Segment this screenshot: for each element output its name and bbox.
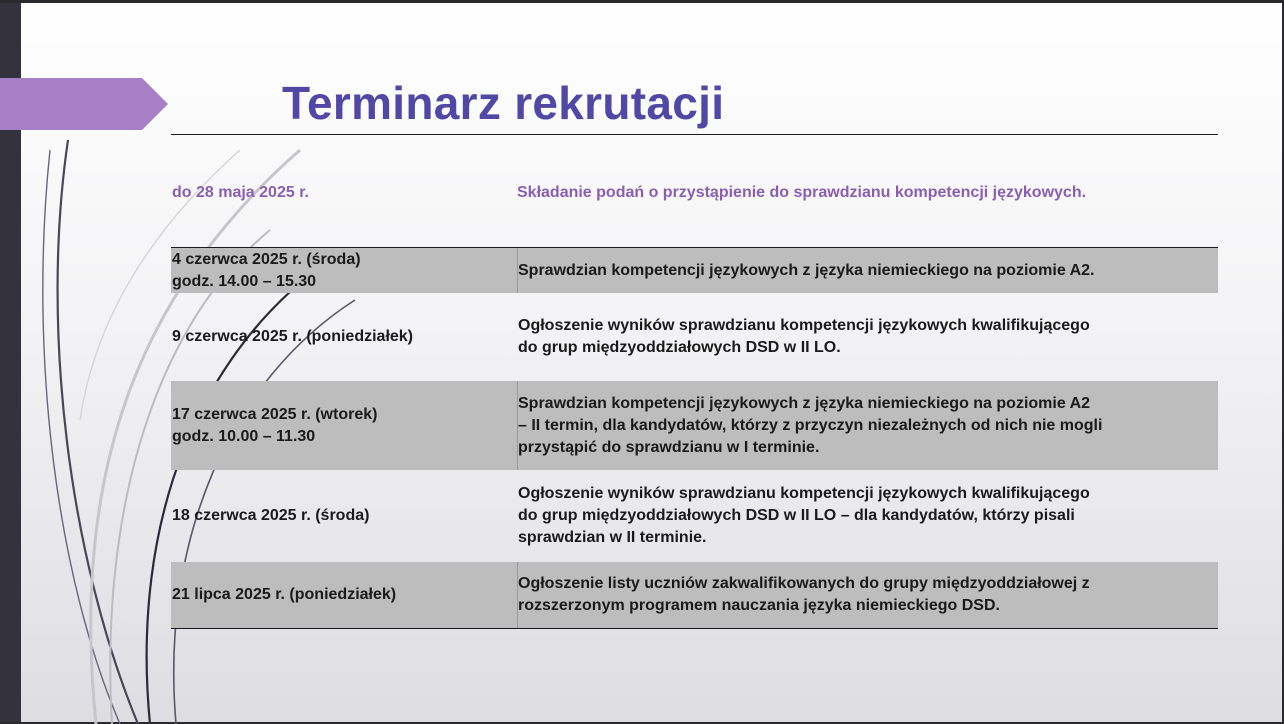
schedule-row: [171, 470, 1218, 562]
schedule-date: [171, 562, 517, 628]
schedule-date: [171, 248, 517, 293]
schedule-event: [517, 248, 1218, 293]
date-line: 4 czerwca 2025 r. (środa): [172, 250, 361, 268]
event-line: przystąpić do sprawdzianu w I terminie.: [518, 438, 820, 456]
schedule-row: [171, 293, 1218, 381]
event-line: rozszerzonym programem nauczania języka niemieckiego DSD.: [518, 597, 1000, 614]
intro-date: do 28 maja 2025 r.: [172, 184, 309, 201]
intro-event: Składanie podań o przystąpienie do sprawdzianu kompetencji językowych.: [517, 184, 1087, 201]
title-arrow-accent: [0, 78, 168, 130]
schedule-date: [171, 470, 517, 562]
date-line: 18 czerwca 2025 r. (środa): [172, 507, 370, 524]
schedule-date: [171, 293, 517, 381]
event-line: do grup międzyoddziałowych DSD w II LO – dla kandydatów, którzy pisali: [518, 507, 1075, 524]
schedule-row: [171, 381, 1218, 470]
title-underline: [171, 134, 1218, 135]
date-line: 9 czerwca 2025 r. (poniedziałek): [172, 328, 414, 345]
event-line: do grup międzyoddziałowych DSD w II LO.: [518, 339, 841, 356]
slide-title: Terminarz rekrutacji: [282, 77, 725, 129]
schedule-event: [517, 562, 1218, 628]
event-line: – II termin, dla kandydatów, którzy z przyczyn niezależnych od nich nie mogli: [518, 416, 1103, 434]
event-line: Ogłoszenie listy uczniów zakwalifikowanych do grupy międzyoddziałowej z: [518, 575, 1090, 592]
date-line: 17 czerwca 2025 r. (wtorek): [172, 405, 378, 423]
date-line: godz. 10.00 – 11.30: [172, 427, 316, 445]
schedule-event: [517, 293, 1218, 381]
event-line: sprawdzian w II terminie.: [518, 529, 707, 546]
event-line: Sprawdzian kompetencji językowych z języka niemieckiego na poziomie A2: [518, 394, 1091, 412]
schedule-table: [171, 247, 1218, 629]
schedule-event: [517, 470, 1218, 562]
schedule-event: [517, 381, 1218, 470]
date-line: 21 lipca 2025 r. (poniedziałek): [172, 586, 397, 603]
schedule-row: [171, 562, 1218, 629]
schedule-row: [171, 247, 1218, 293]
schedule-date: [171, 381, 517, 470]
date-line: godz. 14.00 – 15.30: [172, 272, 317, 290]
event-line: Ogłoszenie wyników sprawdzianu kompetencji językowych kwalifikującego: [518, 485, 1090, 502]
event-line: Sprawdzian kompetencji językowych z języka niemieckiego na poziomie A2.: [518, 261, 1095, 279]
event-line: Ogłoszenie wyników sprawdzianu kompetencji językowych kwalifikującego: [518, 317, 1090, 334]
